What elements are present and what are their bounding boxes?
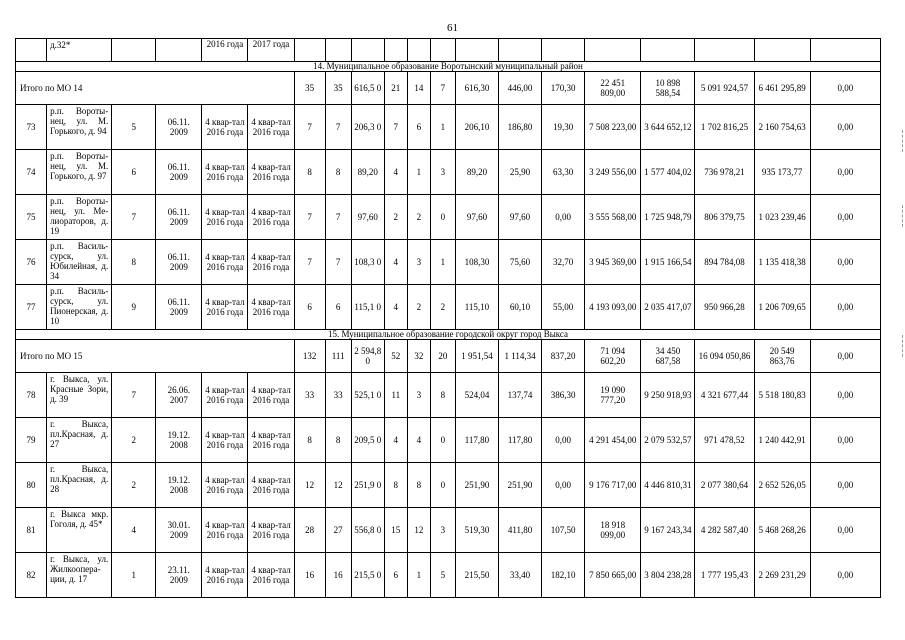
value-cell: 209,5 0 (351, 418, 384, 463)
value-cell: 3 (407, 240, 430, 285)
value-cell: 0,00 (810, 195, 880, 240)
quarter-cell: 4 квар-тал 2016 года (202, 463, 248, 508)
row-number: 81 (16, 508, 47, 553)
value-cell: 12 (407, 508, 430, 553)
value-cell: 8 (294, 418, 325, 463)
date-cell: 19.12. 2008 (156, 463, 202, 508)
value-cell: 0,00 (542, 463, 585, 508)
row-number: 73 (16, 105, 47, 150)
value-cell: 616,30 (455, 72, 498, 105)
value-cell: 16 (294, 553, 325, 598)
value-cell: 1 915 166,54 (641, 240, 695, 285)
total-label: Итого по МО 15 (16, 340, 295, 373)
total-row (16, 72, 881, 105)
value-cell: 3 945 369,00 (585, 240, 641, 285)
row-number: 80 (16, 463, 47, 508)
value-cell: 22 451 809,00 (585, 72, 641, 105)
value-cell: 1 725 948,79 (641, 195, 695, 240)
value-cell: 4 (384, 285, 407, 330)
doc-number: 2 (112, 463, 156, 508)
value-cell: 115,1 0 (351, 285, 384, 330)
value-cell: 3 644 652,12 (641, 105, 695, 150)
value-cell: 1 023 239,46 (754, 195, 810, 240)
address-cell: р.п. Вороты-нец, ул. М. Горького, д. 94 (47, 105, 112, 150)
value-cell: 935 173,77 (754, 150, 810, 195)
quarter-cell: 4 квар-тал 2016 года (248, 373, 294, 418)
value-cell: 19 090 777,20 (585, 373, 641, 418)
quarter-cell: 4 квар-тал 2016 года (248, 150, 294, 195)
value-cell: 111 (325, 340, 351, 373)
value-cell: 71 094 602,20 (585, 340, 641, 373)
value-cell: 4 193 093,00 (585, 285, 641, 330)
quarter-cell: 4 квар-тал 2016 года (202, 240, 248, 285)
value-cell: 4 (384, 240, 407, 285)
value-cell: 1 114,34 (498, 340, 541, 373)
value-cell: 2 (384, 195, 407, 240)
value-cell: 446,00 (498, 72, 541, 105)
value-cell: 4 291 454,00 (585, 418, 641, 463)
value-cell: 107,50 (542, 508, 585, 553)
value-cell: 186,80 (498, 105, 541, 150)
quarter-cell: 4 квар-тал 2016 года (202, 105, 248, 150)
value-cell: 32,70 (542, 240, 585, 285)
value-cell: 251,90 (498, 463, 541, 508)
table-row (16, 508, 881, 553)
value-cell: 3 804 238,28 (641, 553, 695, 598)
value-cell: 4 (384, 150, 407, 195)
scan-mark (899, 335, 903, 357)
row-number: 78 (16, 373, 47, 418)
value-cell: 33 (294, 373, 325, 418)
value-cell: 170,30 (542, 72, 585, 105)
quarter-cell: 4 квар-тал 2016 года (248, 553, 294, 598)
value-cell: 0,00 (810, 463, 880, 508)
value-cell: 75,60 (498, 240, 541, 285)
value-cell: 1 (430, 240, 455, 285)
address-cell: г. Выкса мкр. Гоголя, д. 45* (47, 508, 112, 553)
value-cell: 33 (325, 373, 351, 418)
value-cell: 206,3 0 (351, 105, 384, 150)
value-cell: 215,50 (455, 553, 498, 598)
value-cell: 3 555 568,00 (585, 195, 641, 240)
value-cell: 5 (430, 553, 455, 598)
value-cell: 7 (294, 240, 325, 285)
value-cell: 0,00 (810, 508, 880, 553)
value-cell: 215,5 0 (351, 553, 384, 598)
quarter-cell: 4 квар-тал 2016 года (248, 463, 294, 508)
value-cell: 6 (407, 105, 430, 150)
value-cell: 115,10 (455, 285, 498, 330)
value-cell: 132 (294, 340, 325, 373)
value-cell: 411,80 (498, 508, 541, 553)
value-cell: 950 966,28 (695, 285, 754, 330)
value-cell: 1 206 709,65 (754, 285, 810, 330)
value-cell: 3 (430, 150, 455, 195)
total-label: Итого по МО 14 (16, 72, 295, 105)
value-cell: 616,5 0 (351, 72, 384, 105)
table-row (16, 39, 881, 62)
address-cell: р.п. Василь-сурск, ул. Юбилейная, д. 34 (47, 240, 112, 285)
value-cell: 16 094 050,86 (695, 340, 754, 373)
quarter-cell: 4 квар-тал 2016 года (202, 150, 248, 195)
value-cell: 2 (407, 195, 430, 240)
value-cell: 8 (407, 463, 430, 508)
value-cell: 7 (294, 105, 325, 150)
value-cell: 519,30 (455, 508, 498, 553)
value-cell: 2 (407, 285, 430, 330)
value-cell: 251,90 (455, 463, 498, 508)
section-title: 14. Муниципальное образование Воротынский муниципальный район (16, 62, 881, 72)
address-cell: г. Выкса, пл.Красная, д. 28 (47, 463, 112, 508)
value-cell: 19,30 (542, 105, 585, 150)
date-cell: 06.11. 2009 (156, 150, 202, 195)
value-cell: 0,00 (810, 240, 880, 285)
value-cell: 206,10 (455, 105, 498, 150)
row-number: 82 (16, 553, 47, 598)
value-cell: 18 918 099,00 (585, 508, 641, 553)
value-cell: 16 (325, 553, 351, 598)
value-cell: 386,30 (542, 373, 585, 418)
value-cell: 117,80 (498, 418, 541, 463)
quarter-cell: 4 квар-тал 2016 года (202, 553, 248, 598)
value-cell: 8 (430, 373, 455, 418)
value-cell: 8 (384, 463, 407, 508)
value-cell: 33,40 (498, 553, 541, 598)
doc-number: 8 (112, 240, 156, 285)
value-cell: 7 (384, 105, 407, 150)
value-cell: 25,90 (498, 150, 541, 195)
address-cell: р.п. Вороты-нец, ул. Ме-лиораторов, д. 19 (47, 195, 112, 240)
quarter-cell: 4 квар-тал 2016 года (248, 105, 294, 150)
value-cell: 89,20 (455, 150, 498, 195)
value-cell: 3 (407, 373, 430, 418)
value-cell: 9 167 243,34 (641, 508, 695, 553)
value-cell: 1 (407, 150, 430, 195)
value-cell: 12 (325, 463, 351, 508)
value-cell: 1 (407, 553, 430, 598)
value-cell: 894 784,08 (695, 240, 754, 285)
value-cell: 35 (294, 72, 325, 105)
doc-number: 4 (112, 508, 156, 553)
data-table (15, 38, 881, 598)
value-cell: 2 594,8 0 (351, 340, 384, 373)
date-cell: 23.11. 2009 (156, 553, 202, 598)
row-number: 76 (16, 240, 47, 285)
value-cell: 0 (430, 463, 455, 508)
scan-mark (899, 205, 903, 227)
value-cell: 1 (430, 105, 455, 150)
value-cell: 6 461 295,89 (754, 72, 810, 105)
value-cell: 0,00 (810, 340, 880, 373)
value-cell: 97,60 (498, 195, 541, 240)
value-cell: 0,00 (542, 195, 585, 240)
value-cell: 4 (407, 418, 430, 463)
value-cell: 7 850 665,00 (585, 553, 641, 598)
date-cell: 06.11. 2009 (156, 240, 202, 285)
value-cell: 4 446 810,31 (641, 463, 695, 508)
value-cell: 3 249 556,00 (585, 150, 641, 195)
table-row (16, 553, 881, 598)
value-cell: 7 508 223,00 (585, 105, 641, 150)
value-cell: 108,30 (455, 240, 498, 285)
value-cell: 6 (325, 285, 351, 330)
value-cell: 525,1 0 (351, 373, 384, 418)
value-cell: 7 (325, 195, 351, 240)
value-cell: 182,10 (542, 553, 585, 598)
row-number: 75 (16, 195, 47, 240)
value-cell: 97,60 (351, 195, 384, 240)
value-cell: 27 (325, 508, 351, 553)
value-cell: 34 450 687,58 (641, 340, 695, 373)
date-cell: 06.11. 2009 (156, 285, 202, 330)
value-cell: 5 468 268,26 (754, 508, 810, 553)
value-cell: 0,00 (810, 373, 880, 418)
value-cell: 806 379,75 (695, 195, 754, 240)
value-cell: 4 282 587,40 (695, 508, 754, 553)
value-cell: 89,20 (351, 150, 384, 195)
date-cell: 06.11. 2009 (156, 105, 202, 150)
value-cell: 0 (430, 418, 455, 463)
address-cell: г. Выкса, пл.Красная, д. 27 (47, 418, 112, 463)
table-row (16, 418, 881, 463)
doc-number: 7 (112, 373, 156, 418)
value-cell: 1 135 418,38 (754, 240, 810, 285)
section-header-row (16, 330, 881, 340)
table-body (16, 39, 881, 598)
row-number: 79 (16, 418, 47, 463)
value-cell: 32 (407, 340, 430, 373)
value-cell: 108,3 0 (351, 240, 384, 285)
value-cell: 837,20 (542, 340, 585, 373)
doc-number: 9 (112, 285, 156, 330)
total-row (16, 340, 881, 373)
quarter-cell: 4 квар-тал 2016 года (248, 508, 294, 553)
value-cell: 20 549 863,76 (754, 340, 810, 373)
address-cell: г. Выкса, ул. Жилкоопера-ции, д. 17 (47, 553, 112, 598)
quarter-cell: 4 квар-тал 2016 года (248, 285, 294, 330)
value-cell: 736 978,21 (695, 150, 754, 195)
value-cell: 0 (430, 195, 455, 240)
section-title: 15. Муниципальное образование городской округ город Выкса (16, 330, 881, 340)
quarter-cell: 4 квар-тал 2016 года (248, 240, 294, 285)
doc-number: 7 (112, 195, 156, 240)
value-cell: 7 (294, 195, 325, 240)
value-cell: 15 (384, 508, 407, 553)
value-cell: 20 (430, 340, 455, 373)
value-cell: 10 898 588,54 (641, 72, 695, 105)
value-cell: 6 (384, 553, 407, 598)
value-cell: 4 (384, 418, 407, 463)
value-cell: 12 (294, 463, 325, 508)
value-cell: 1 777 195,43 (695, 553, 754, 598)
quarter-cell: 4 квар-тал 2016 года (202, 418, 248, 463)
date-cell: 06.11. 2009 (156, 195, 202, 240)
row-number: 77 (16, 285, 47, 330)
address-cell: р.п. Вороты-нец, ул. М. Горького, д. 97 (47, 150, 112, 195)
value-cell: 0,00 (810, 553, 880, 598)
value-cell: 251,9 0 (351, 463, 384, 508)
value-cell: 2 035 417,07 (641, 285, 695, 330)
value-cell: 3 (430, 508, 455, 553)
table-row (16, 240, 881, 285)
value-cell: 11 (384, 373, 407, 418)
value-cell: 97,60 (455, 195, 498, 240)
value-cell: 2 652 526,05 (754, 463, 810, 508)
value-cell: 21 (384, 72, 407, 105)
doc-number: 6 (112, 150, 156, 195)
quarter-cell: 4 квар-тал 2016 года (202, 373, 248, 418)
address-cell: р.п. Василь-сурск, ул. Пионерская, д. 10 (47, 285, 112, 330)
quarter-cell: 4 квар-тал 2016 года (248, 418, 294, 463)
value-cell: 0,00 (810, 285, 880, 330)
value-cell: 2 269 231,29 (754, 553, 810, 598)
value-cell: 14 (407, 72, 430, 105)
table-row (16, 285, 881, 330)
address-cell: д.32* (47, 39, 112, 62)
value-cell: 1 702 816,25 (695, 105, 754, 150)
table-row (16, 105, 881, 150)
quarter-cell: 2016 года (202, 39, 248, 62)
row-number: 74 (16, 150, 47, 195)
quarter-cell: 4 квар-тал 2016 года (202, 195, 248, 240)
table-row (16, 373, 881, 418)
quarter-cell: 2017 года (248, 39, 294, 62)
value-cell: 1 240 442,91 (754, 418, 810, 463)
value-cell: 0,00 (810, 418, 880, 463)
value-cell: 9 250 918,93 (641, 373, 695, 418)
date-cell: 19.12. 2008 (156, 418, 202, 463)
value-cell: 8 (325, 150, 351, 195)
scan-mark (899, 130, 903, 152)
value-cell: 7 (325, 105, 351, 150)
value-cell: 117,80 (455, 418, 498, 463)
value-cell: 7 (325, 240, 351, 285)
address-cell: г. Выкса, ул. Красные Зори, д. 39 (47, 373, 112, 418)
doc-number: 2 (112, 418, 156, 463)
value-cell: 1 577 404,02 (641, 150, 695, 195)
quarter-cell: 4 квар-тал 2016 года (248, 195, 294, 240)
doc-number: 1 (112, 553, 156, 598)
value-cell: 2 160 754,63 (754, 105, 810, 150)
value-cell: 5 518 180,83 (754, 373, 810, 418)
value-cell: 2 079 532,57 (641, 418, 695, 463)
value-cell: 60,10 (498, 285, 541, 330)
table-row (16, 463, 881, 508)
value-cell: 52 (384, 340, 407, 373)
value-cell: 1 951,54 (455, 340, 498, 373)
quarter-cell: 4 квар-тал 2016 года (202, 285, 248, 330)
value-cell: 8 (325, 418, 351, 463)
value-cell: 524,04 (455, 373, 498, 418)
value-cell: 35 (325, 72, 351, 105)
value-cell: 6 (294, 285, 325, 330)
section-header-row (16, 62, 881, 72)
value-cell: 5 091 924,57 (695, 72, 754, 105)
value-cell: 28 (294, 508, 325, 553)
value-cell: 0,00 (810, 105, 880, 150)
value-cell: 8 (294, 150, 325, 195)
quarter-cell: 4 квар-тал 2016 года (202, 508, 248, 553)
page-number: 61 (447, 22, 458, 34)
table-row (16, 195, 881, 240)
value-cell: 55,00 (542, 285, 585, 330)
value-cell: 556,8 0 (351, 508, 384, 553)
value-cell: 0,00 (810, 150, 880, 195)
value-cell: 0,00 (542, 418, 585, 463)
date-cell: 30.01. 2009 (156, 508, 202, 553)
table-row (16, 150, 881, 195)
date-cell: 26.06. 2007 (156, 373, 202, 418)
value-cell: 2 (430, 285, 455, 330)
doc-number: 5 (112, 105, 156, 150)
value-cell: 137,74 (498, 373, 541, 418)
value-cell: 4 321 677,44 (695, 373, 754, 418)
value-cell: 7 (430, 72, 455, 105)
value-cell: 971 478,52 (695, 418, 754, 463)
value-cell: 9 176 717,00 (585, 463, 641, 508)
value-cell: 0,00 (810, 72, 880, 105)
value-cell: 63,30 (542, 150, 585, 195)
value-cell: 2 077 380,64 (695, 463, 754, 508)
